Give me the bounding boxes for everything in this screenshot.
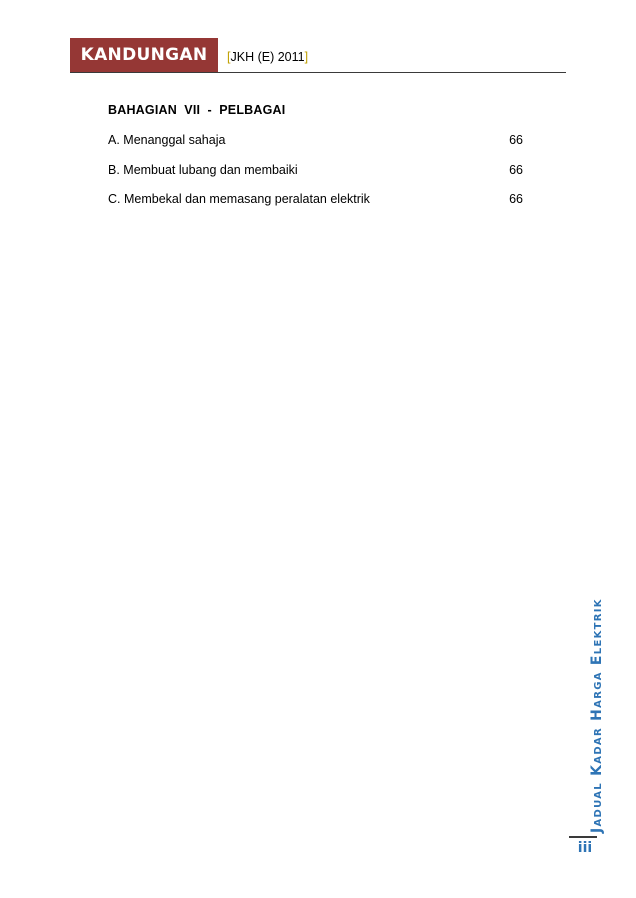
toc-entry-label: C. Membekal dan memasang peralatan elektrik bbox=[108, 192, 370, 206]
header-tab bbox=[70, 38, 218, 73]
toc-entry-label: B. Membuat lubang dan membaiki bbox=[108, 162, 298, 177]
toc-entry[interactable] bbox=[108, 133, 523, 163]
header-tab-label: KANDUNGAN bbox=[80, 44, 208, 65]
toc-entry[interactable] bbox=[108, 192, 523, 222]
toc-entry-page: 66 bbox=[509, 192, 523, 206]
header-ref-close-bracket: ] bbox=[304, 50, 309, 64]
footer-divider bbox=[569, 836, 597, 838]
toc-entry-page: 66 bbox=[509, 133, 523, 147]
header-reference bbox=[227, 50, 308, 64]
side-document-title: Jadual Kadar Harga Elektrik bbox=[589, 598, 605, 833]
toc-entry-page: 66 bbox=[509, 162, 523, 177]
header-ref-text: JKH (E) 2011 bbox=[230, 50, 305, 64]
table-of-contents bbox=[108, 133, 523, 222]
section-heading: BAHAGIAN VII - PELBAGAI bbox=[108, 103, 286, 117]
page-number: iii bbox=[577, 840, 593, 856]
header-divider bbox=[70, 72, 566, 73]
toc-entry[interactable] bbox=[108, 163, 523, 193]
header-ref-open-bracket: [ bbox=[227, 50, 231, 64]
toc-entry-label: A. Menanggal sahaja bbox=[108, 133, 226, 147]
